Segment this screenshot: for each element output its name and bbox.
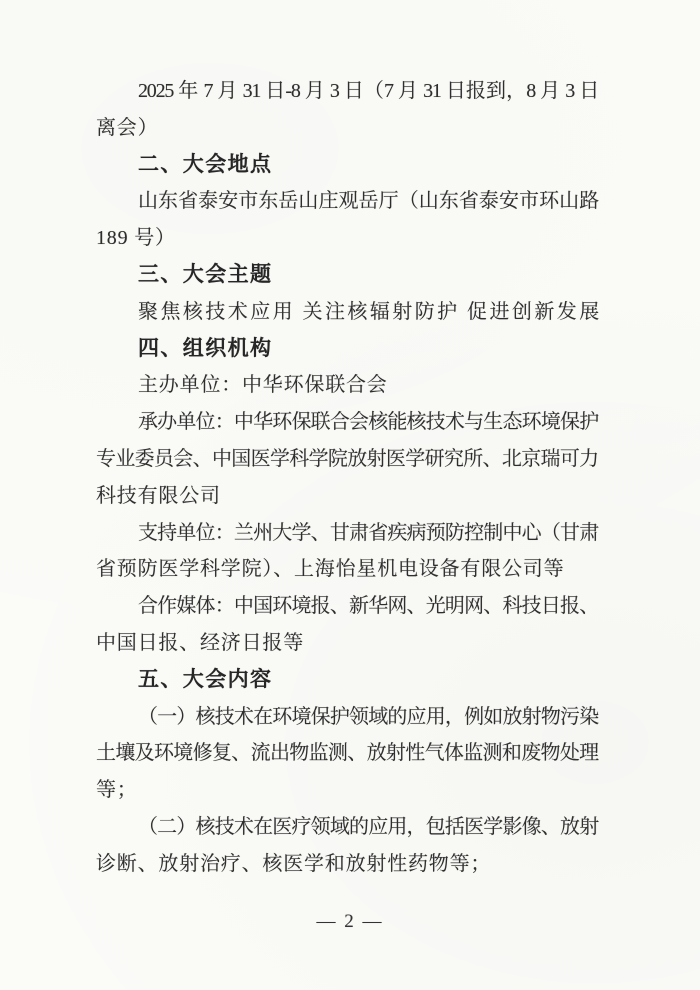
body-line: 承办单位：中华环保联合会核能核技术与生态环境保护 [138, 411, 598, 434]
body-line: 省预防医学科学院）、上海怡星机电设备有限公司等 [96, 558, 565, 581]
body-line: 中国日报、经济日报等 [96, 631, 304, 654]
body-line: 主办单位：中华环保联合会 [138, 374, 388, 397]
section-heading: 三、大会主题 [138, 262, 273, 286]
body-line: 离会） [96, 116, 159, 139]
body-line: 支持单位：兰州大学、甘肃省疾病预防控制中心（甘肃 [138, 521, 598, 544]
body-line: 专业委员会、中国医学科学院放射医学研究所、北京瑞可力 [96, 447, 598, 470]
section-heading: 二、大会地点 [138, 152, 273, 176]
body-line: 2025 年 7 月 31 日-8 月 3 日（7 月 31 日报到，8 月 3 日 [138, 80, 598, 102]
body-line: （一）核技术在环境保护领域的应用，例如放射物污染 [138, 705, 598, 728]
body-line: 聚焦核技术应用 关注核辐射防护 促进创新发展 [138, 300, 598, 323]
body-line: 诊断、放射治疗、核医学和放射性药物等； [96, 852, 492, 875]
body-line: （二）核技术在医疗领域的应用，包括医学影像、放射 [138, 815, 598, 838]
body-line: 科技有限公司 [96, 484, 221, 507]
document-body [96, 73, 598, 883]
body-line: 合作媒体：中国环境报、新华网、光明网、科技日报、 [138, 595, 598, 618]
body-line: 山东省泰安市东岳山庄观岳厅（山东省泰安市环山路 [138, 190, 598, 213]
body-line: 等； [96, 779, 138, 802]
section-heading: 五、大会内容 [138, 667, 273, 691]
page-number: — 2 — [316, 911, 384, 932]
body-line: 土壤及环境修复、流出物监测、放射性气体监测和废物处理 [96, 742, 598, 765]
body-line: 189 号） [96, 227, 176, 250]
section-heading: 四、组织机构 [138, 336, 273, 360]
